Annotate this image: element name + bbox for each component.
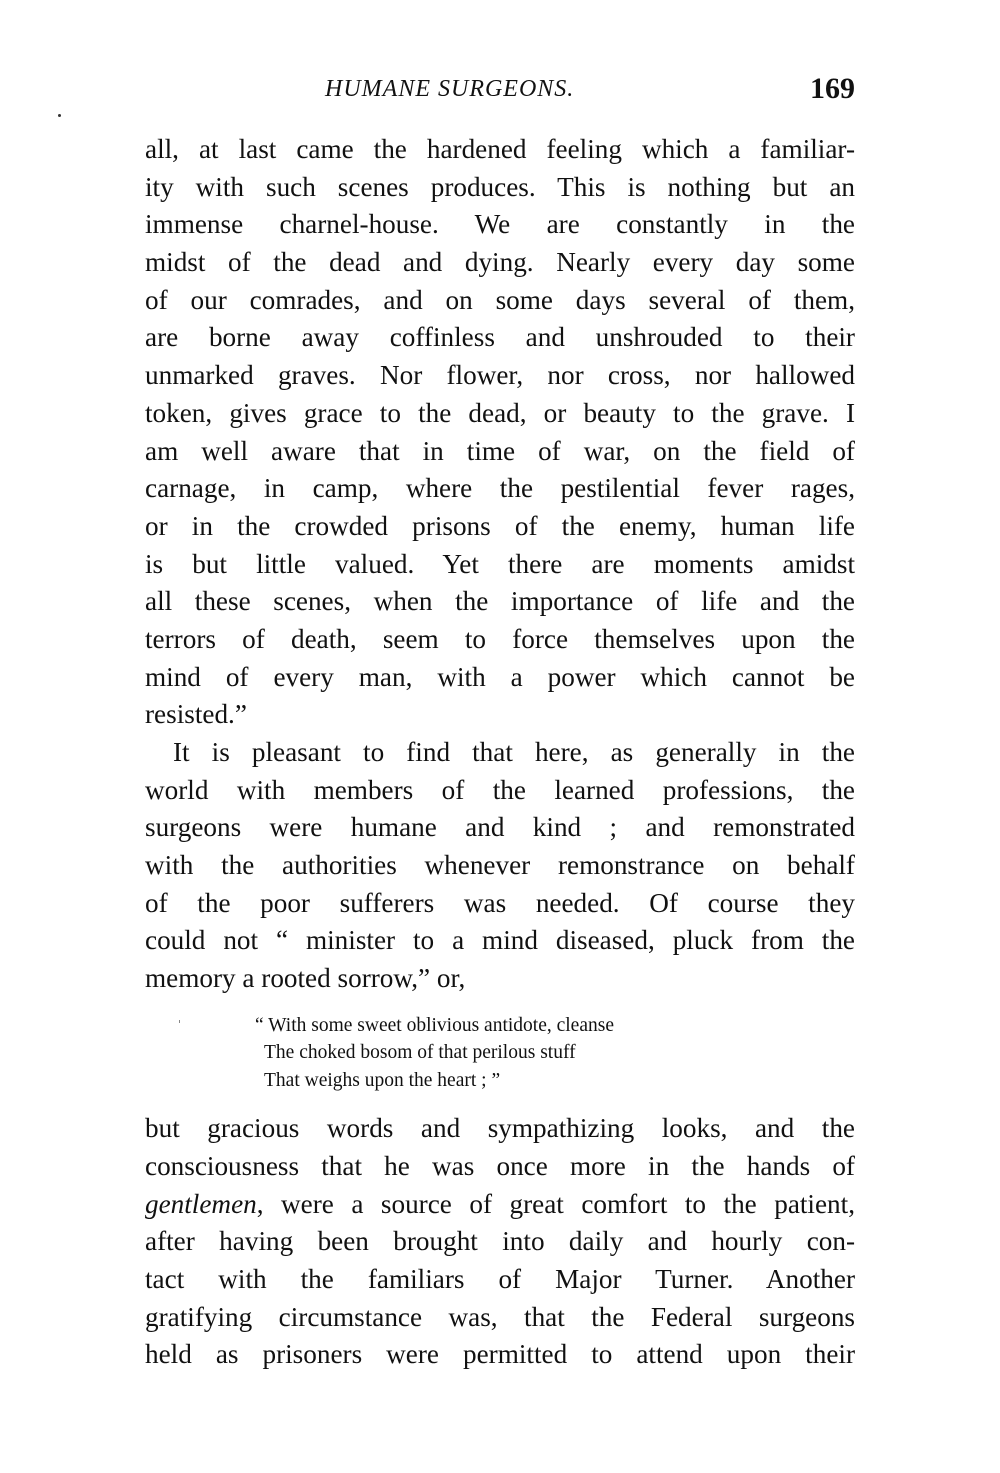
paragraph-2 (145, 734, 855, 998)
text-line: carnage, in camp, where the pestilential fever rages, (145, 473, 855, 504)
text-line: are borne away coffinless and unshrouded to their (145, 322, 855, 353)
text-line: memory a rooted sorrow,” or, (145, 963, 466, 994)
page-header (145, 72, 855, 112)
text-line: It is pleasant to find that here, as generally in the (173, 737, 855, 767)
page-number: 169 (810, 72, 855, 105)
text-line: resisted.” (145, 699, 247, 730)
text-line: mind of every man, with a power which cannot be (145, 661, 855, 692)
italic-word: gentlemen (145, 1188, 257, 1219)
text-line: tact with the familiars of Major Turner. Another (145, 1264, 855, 1295)
text-line: but gracious words and sympathizing looks, and the (145, 1113, 855, 1144)
text-line (145, 1186, 855, 1224)
text-line: could not “ minister to a mind diseased, pluck from the (145, 925, 855, 956)
text-line: midst of the dead and dying. Nearly every day some (145, 247, 855, 278)
text-line: terrors of death, seem to force themselves upon the (145, 623, 855, 654)
running-title: HUMANE SURGEONS. (325, 76, 575, 102)
quote-line: The choked bosom of that perilous stuff (264, 1042, 576, 1064)
page-body (145, 131, 855, 1374)
text-line: all these scenes, when the importance of life and the (145, 586, 855, 617)
text-span: , were a source of great comfort to the patient, (256, 1188, 855, 1219)
paragraph-3 (145, 1110, 855, 1374)
block-quotation (145, 1012, 855, 1095)
text-line: am well aware that in time of war, on the field of (145, 435, 855, 466)
text-line: unmarked graves. Nor flower, nor cross, nor hallowed (145, 360, 855, 391)
text-line: or in the crowded prisons of the enemy, human life (145, 510, 855, 541)
text-line: surgeons were humane and kind ; and remonstrated (145, 812, 855, 843)
text-line: of the poor sufferers was needed. Of course they (145, 887, 855, 918)
quote-line: “ With some sweet oblivious antidote, cleanse (255, 1014, 614, 1036)
text-line: is but little valued. Yet there are moments amidst (145, 548, 855, 579)
text-line: token, gives grace to the dead, or beauty to the grave. I (145, 397, 855, 428)
text-line: with the authorities whenever remonstrance on behalf (145, 850, 855, 881)
text-line: immense charnel-house. We are constantly in the (145, 209, 855, 240)
scan-speck (58, 114, 61, 117)
text-line: after having been brought into daily and hourly con- (145, 1226, 855, 1257)
text-line: ity with such scenes produces. This is nothing but an (145, 171, 855, 202)
quote-line: That weighs upon the heart ; ” (264, 1069, 501, 1091)
text-line: of our comrades, and on some days several of them, (145, 284, 855, 315)
text-line: held as prisoners were permitted to attend upon their (145, 1339, 855, 1370)
text-line: all, at last came the hardened feeling which a familiar- (145, 134, 855, 164)
text-line: gratifying circumstance was, that the Federal surgeons (145, 1301, 855, 1332)
paragraph-1 (145, 131, 855, 734)
text-line: consciousness that he was once more in the hands of (145, 1151, 855, 1181)
text-line: world with members of the learned professions, the (145, 774, 855, 805)
